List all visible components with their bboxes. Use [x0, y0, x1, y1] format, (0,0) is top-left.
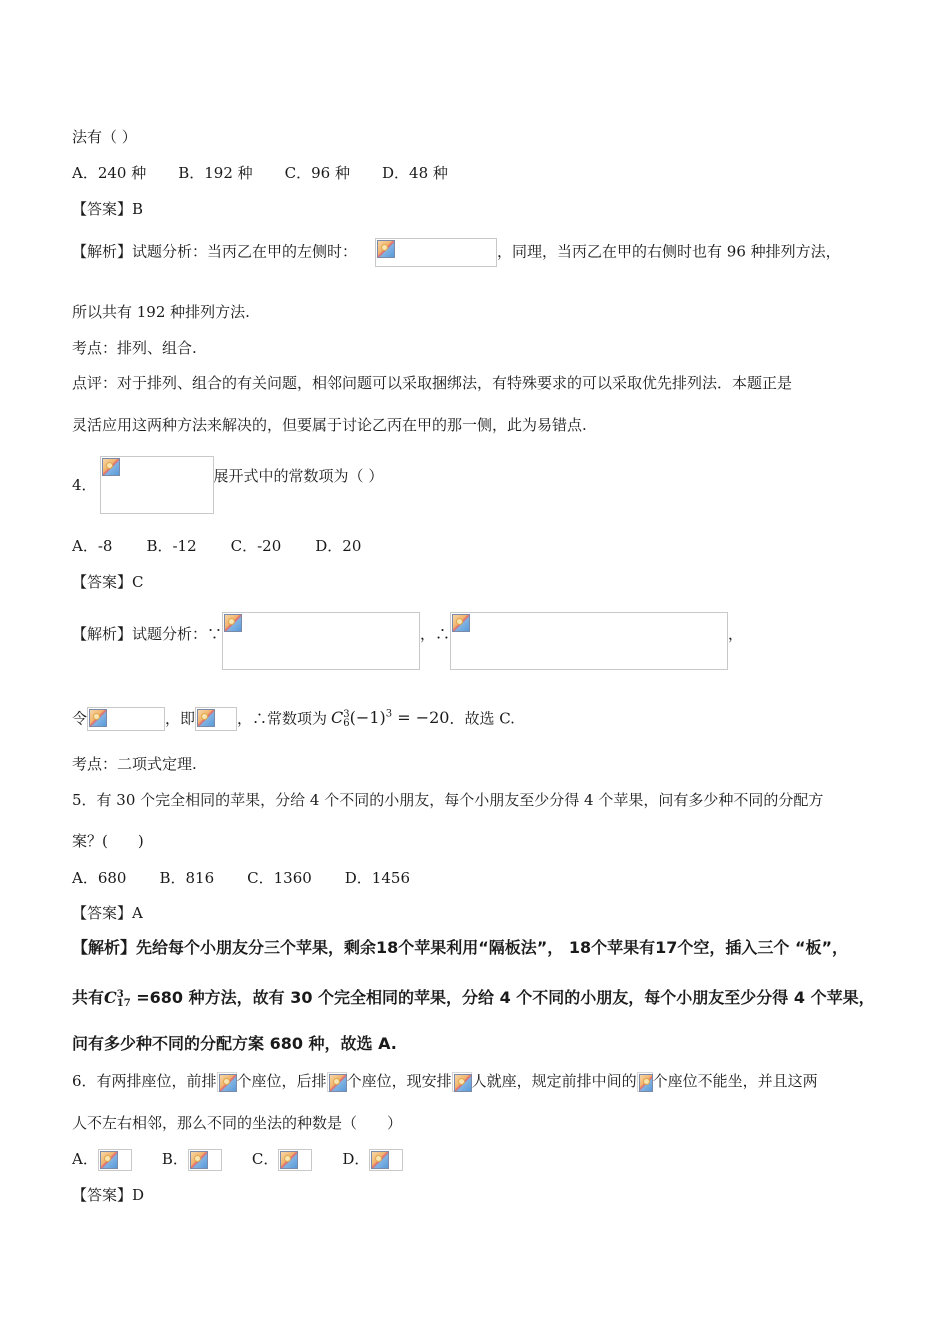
question-6-line2	[72, 1113, 402, 1133]
text: 问有多少种不同的分配方案 680 种，故选 A.	[72, 1034, 397, 1053]
answer-q6	[72, 1185, 144, 1205]
text: 人就座，规定前排中间的	[471, 1072, 637, 1090]
option-b-image	[188, 1149, 222, 1171]
options-q5	[72, 868, 410, 888]
text: ，∴常数项为	[237, 709, 328, 728]
option-d-label: D．	[342, 1150, 370, 1168]
combination-formula	[104, 988, 131, 1007]
broken-image-number	[217, 1072, 237, 1092]
broken-image-number	[452, 1072, 472, 1092]
text: 个座位，现安排	[346, 1072, 452, 1090]
question-4	[72, 456, 383, 514]
broken-image-formula	[375, 238, 497, 267]
broken-image-icon	[452, 614, 470, 632]
broken-image-expression	[100, 456, 214, 514]
answer-q4	[72, 572, 143, 592]
broken-image-formula	[87, 707, 165, 731]
question-5-line1	[72, 790, 823, 810]
broken-image-icon	[377, 240, 395, 258]
analysis-q4-line2	[72, 700, 515, 733]
option-b: B．192 种	[178, 164, 253, 182]
dianping-line2	[72, 415, 587, 435]
analysis-text: 【解析】试题分析：∵	[72, 625, 223, 643]
analysis-q5-line1	[72, 936, 848, 960]
analysis-q4-line1	[72, 612, 743, 670]
analysis-text: 【解析】先给每个小朋友分三个苹果，剩余18个苹果利用“隔板法”， 18个苹果有17个空，插入三个 “板”，	[72, 938, 849, 957]
answer-text: 【答案】D	[72, 1186, 145, 1204]
question-number: 4．	[72, 476, 97, 494]
option-a: A．240 种	[72, 164, 147, 182]
dianping-line1	[72, 373, 792, 393]
question-text: 5．有 30 个完全相同的苹果，分给 4 个不同的小朋友，每个小朋友至少分得 4 个苹果，问有多少种不同的分配方	[72, 791, 824, 809]
broken-image-icon	[280, 1151, 298, 1169]
option-a-image	[98, 1149, 132, 1171]
question-6-line1	[72, 1070, 818, 1092]
kaodian-q3	[72, 338, 197, 358]
broken-image-formula	[450, 612, 728, 670]
option-d: D．48 种	[382, 164, 448, 182]
text: 考点：排列、组合.	[72, 339, 197, 357]
option-b: B．-12	[146, 537, 197, 555]
analysis-q5-line2	[72, 986, 875, 1010]
broken-image-icon	[371, 1151, 389, 1169]
broken-image-icon	[100, 1151, 118, 1169]
options-q3	[72, 163, 448, 183]
math-sub: 6	[343, 717, 350, 729]
math-eq: = −20	[392, 708, 450, 728]
text: 个座位，后排	[236, 1072, 327, 1090]
answer-text: 【答案】A	[72, 904, 143, 922]
math-c: C	[104, 988, 117, 1007]
math-sup: 3	[116, 988, 124, 1000]
option-a: A．680	[72, 869, 127, 887]
option-c: C．96 种	[284, 164, 350, 182]
question-text: 案？( )	[72, 832, 144, 850]
broken-image-number	[327, 1072, 347, 1092]
analysis-q3-line2	[72, 302, 250, 322]
broken-image-icon	[197, 709, 215, 727]
text: 点评：对于排列、组合的有关问题，相邻问题可以采取捆绑法，有特殊要求的可以采取优先排列法．本题正是	[72, 374, 793, 392]
text: 法有（ ）	[72, 128, 137, 146]
math-exp: 3	[385, 709, 393, 720]
option-c: C．-20	[230, 537, 282, 555]
text: 所以共有 192 种排列方法.	[72, 303, 250, 321]
text: 共有	[72, 988, 105, 1007]
question-text: 人不左右相邻，那么不同的坐法的种数是（ ）	[72, 1114, 403, 1132]
broken-image-icon	[639, 1074, 653, 1092]
text: 个座位不能坐，并且这两	[652, 1072, 818, 1090]
analysis-q3-line1	[72, 238, 841, 267]
text: 6．有两排座位，前排	[72, 1072, 217, 1090]
question-5-line2	[72, 831, 144, 851]
answer-text: 【答案】B	[72, 200, 144, 218]
analysis-text: ，∴	[420, 625, 451, 643]
math-sup: 3	[343, 708, 350, 720]
text: =680 种方法，故有 30 个完全相同的苹果，分给 4 个不同的小朋友，每个小朋友至少分得 4 个苹果，	[130, 988, 875, 1007]
option-b-label: B．	[161, 1150, 188, 1168]
option-d: D．20	[315, 537, 362, 555]
answer-q3	[72, 199, 143, 219]
answer-text: 【答案】C	[72, 573, 144, 591]
line-1	[72, 127, 137, 147]
options-q4	[72, 536, 361, 556]
analysis-text: 【解析】试题分析：当丙乙在甲的左侧时：	[72, 242, 358, 261]
broken-image-icon	[224, 614, 242, 632]
option-b: B．816	[159, 869, 215, 887]
option-c-label: C．	[251, 1150, 279, 1168]
text: 灵活应用这两种方法来解决的，但要属于讨论乙丙在甲的那一侧，此为易错点.	[72, 416, 587, 434]
broken-image-icon	[454, 1074, 472, 1092]
broken-image-formula	[195, 707, 237, 731]
option-d: D．1456	[344, 869, 410, 887]
math-c: C	[331, 708, 344, 728]
broken-image-icon	[89, 709, 107, 727]
options-q6	[72, 1147, 403, 1171]
option-d-image	[369, 1149, 403, 1171]
answer-q5	[72, 903, 143, 923]
analysis-text: ，同理，当丙乙在甲的右侧时也有 96 种排列方法，	[497, 242, 841, 261]
option-c: C．1360	[247, 869, 312, 887]
broken-image-formula	[222, 612, 420, 670]
option-a: A．-8	[72, 537, 113, 555]
broken-image-icon	[102, 458, 120, 476]
text: 考点：二项式定理.	[72, 755, 197, 773]
analysis-q5-line3	[72, 1032, 397, 1056]
analysis-text: ，	[728, 625, 744, 643]
math-rest: (−1)	[349, 708, 386, 728]
broken-image-icon	[190, 1151, 208, 1169]
broken-image-icon	[329, 1074, 347, 1092]
math-sub: 17	[116, 997, 131, 1009]
text: ，即	[165, 709, 196, 728]
kaodian-q4	[72, 754, 197, 774]
text: 令	[72, 709, 88, 728]
broken-image-icon	[219, 1074, 237, 1092]
text: ．故选 C.	[449, 709, 515, 728]
broken-image-number	[637, 1072, 653, 1092]
question-text: 展开式中的常数项为（ ）	[213, 467, 384, 485]
option-c-image	[278, 1149, 312, 1171]
option-a-label: A．	[72, 1150, 98, 1168]
constant-term-formula	[331, 708, 449, 727]
